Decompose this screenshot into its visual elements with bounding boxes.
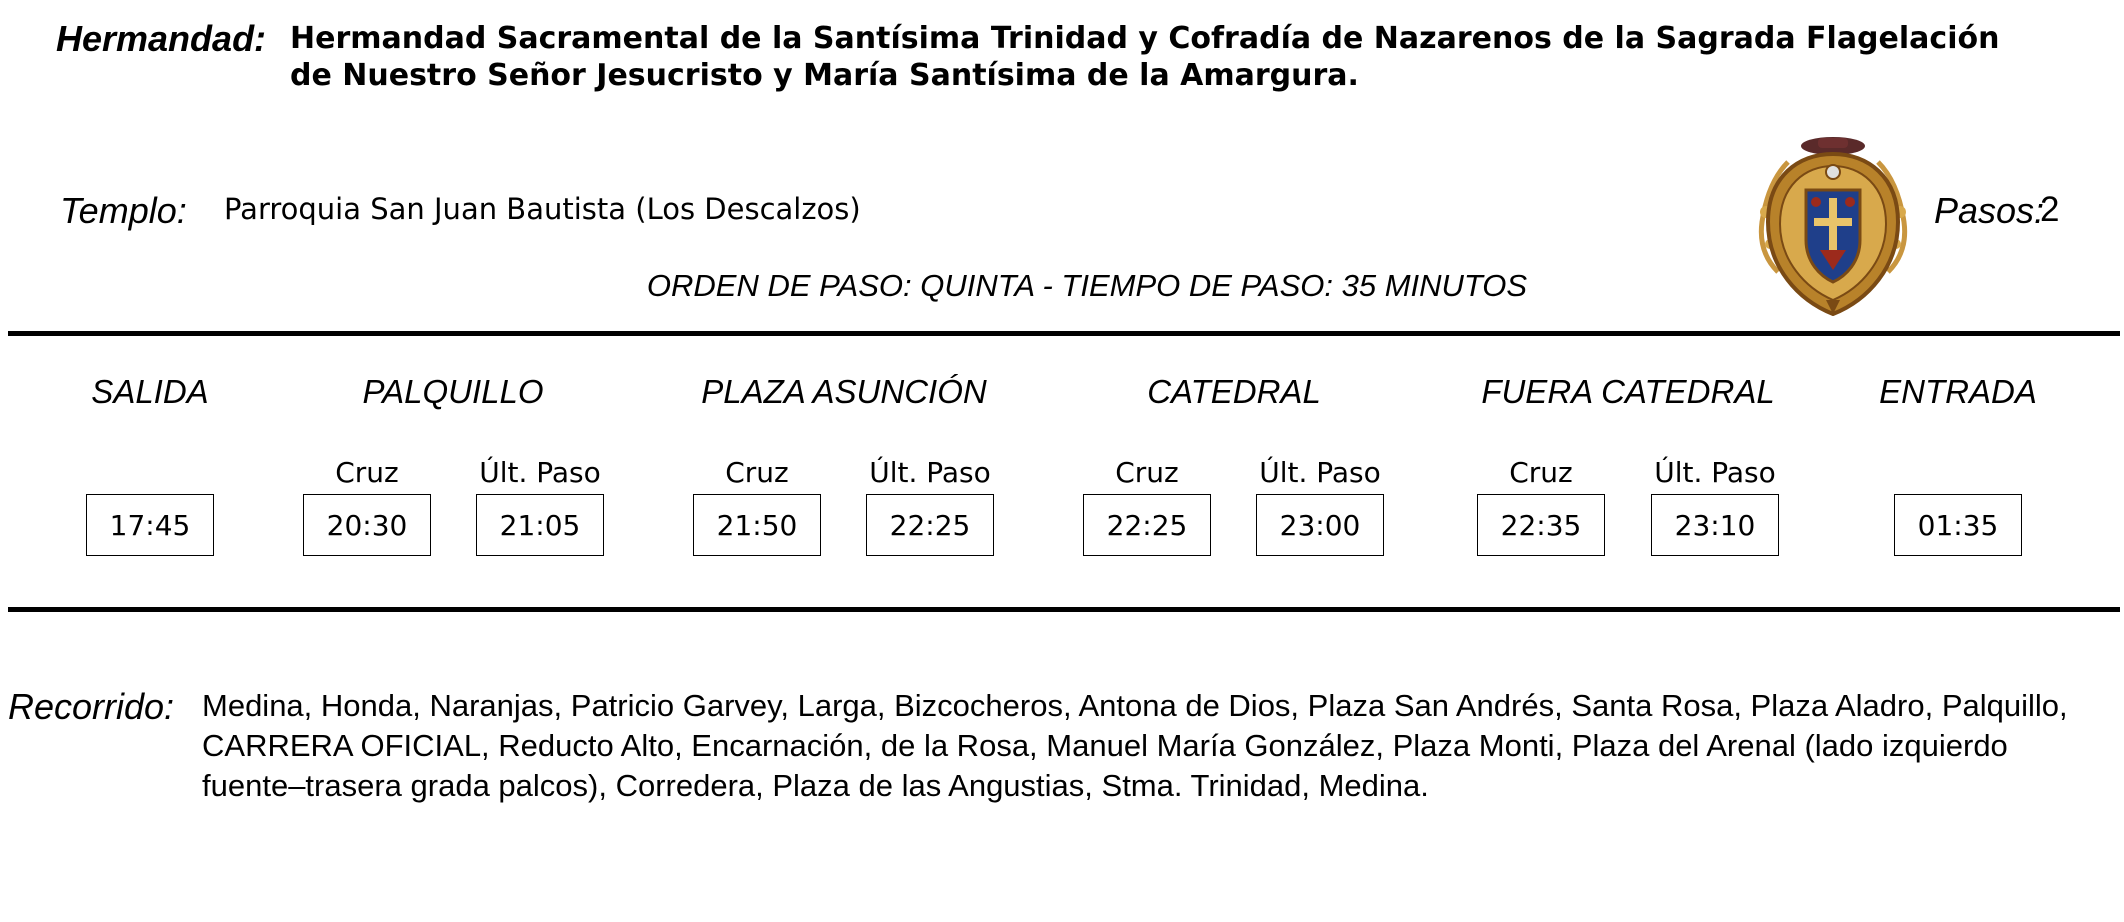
fuera-ultimo-time-box: 23:10 xyxy=(1651,494,1779,556)
catedral-cruz-time-box: 22:25 xyxy=(1083,494,1211,556)
fuera-ultimo-label: Últ. Paso xyxy=(1654,456,1776,489)
bottom-rule xyxy=(8,607,2120,612)
asuncion-ultimo-label: Últ. Paso xyxy=(869,456,991,489)
templo-label: Templo: xyxy=(60,190,187,231)
hermandad-label: Hermandad: xyxy=(56,18,267,59)
asuncion-cruz-time-box: 21:50 xyxy=(693,494,821,556)
pasos-label: Pasos: xyxy=(1934,190,2045,231)
palquillo-ultimo-time-box: 21:05 xyxy=(476,494,604,556)
station-palquillo: PALQUILLO xyxy=(362,373,544,410)
orden-paso-text: ORDEN DE PASO: QUINTA - TIEMPO DE PASO: 35 MINUTOS xyxy=(646,268,1528,303)
palquillo-ultimo-label: Últ. Paso xyxy=(479,456,601,489)
station-catedral: CATEDRAL xyxy=(1147,373,1321,410)
station-fuera-catedral: FUERA CATEDRAL xyxy=(1481,373,1775,410)
fuera-cruz-time-box: 22:35 xyxy=(1477,494,1605,556)
station-entrada: ENTRADA xyxy=(1879,373,2037,410)
asuncion-cruz-label: Cruz xyxy=(725,456,789,489)
catedral-cruz-label: Cruz xyxy=(1115,456,1179,489)
station-plaza-asuncion: PLAZA ASUNCIÓN xyxy=(701,373,987,410)
catedral-ultimo-label: Últ. Paso xyxy=(1259,456,1381,489)
station-salida: SALIDA xyxy=(91,373,209,410)
pasos-value: 2 xyxy=(2040,190,2060,229)
hermandad-name: Hermandad Sacramental de la Santísima Trinidad y Cofradía de Nazarenos de la Sagrada Flagelación de Nuestro Señor Jesucristo y María Santísima de la Amargura. xyxy=(290,21,2000,93)
templo-value: Parroquia San Juan Bautista (Los Descalzos) xyxy=(224,192,861,226)
catedral-ultimo-time-box: 23:00 xyxy=(1256,494,1384,556)
palquillo-cruz-label: Cruz xyxy=(335,456,399,489)
orden-paso-line xyxy=(0,268,2124,304)
salida-time-box: 17:45 xyxy=(86,494,214,556)
asuncion-ultimo-time-box: 22:25 xyxy=(866,494,994,556)
entrada-time-box: 01:35 xyxy=(1894,494,2022,556)
recorrido-text: Medina, Honda, Naranjas, Patricio Garvey, Larga, Bizcocheros, Antona de Dios, Plaza San Andrés, Santa Rosa, Plaza Aladro, Palquillo, CARRERA OFICIAL, Reducto Alto, Encarnación, de la Rosa, Manuel María González, Plaza Monti, Plaza del Arenal (lado izquierdo fuente–trasera grada palcos), Corredera, Plaza de las Angustias, Stma. Trinidad, Medina. xyxy=(202,688,2068,803)
recorrido-label: Recorrido: xyxy=(8,686,175,727)
top-rule xyxy=(8,331,2120,336)
palquillo-cruz-time-box: 20:30 xyxy=(303,494,431,556)
fuera-cruz-label: Cruz xyxy=(1509,456,1573,489)
